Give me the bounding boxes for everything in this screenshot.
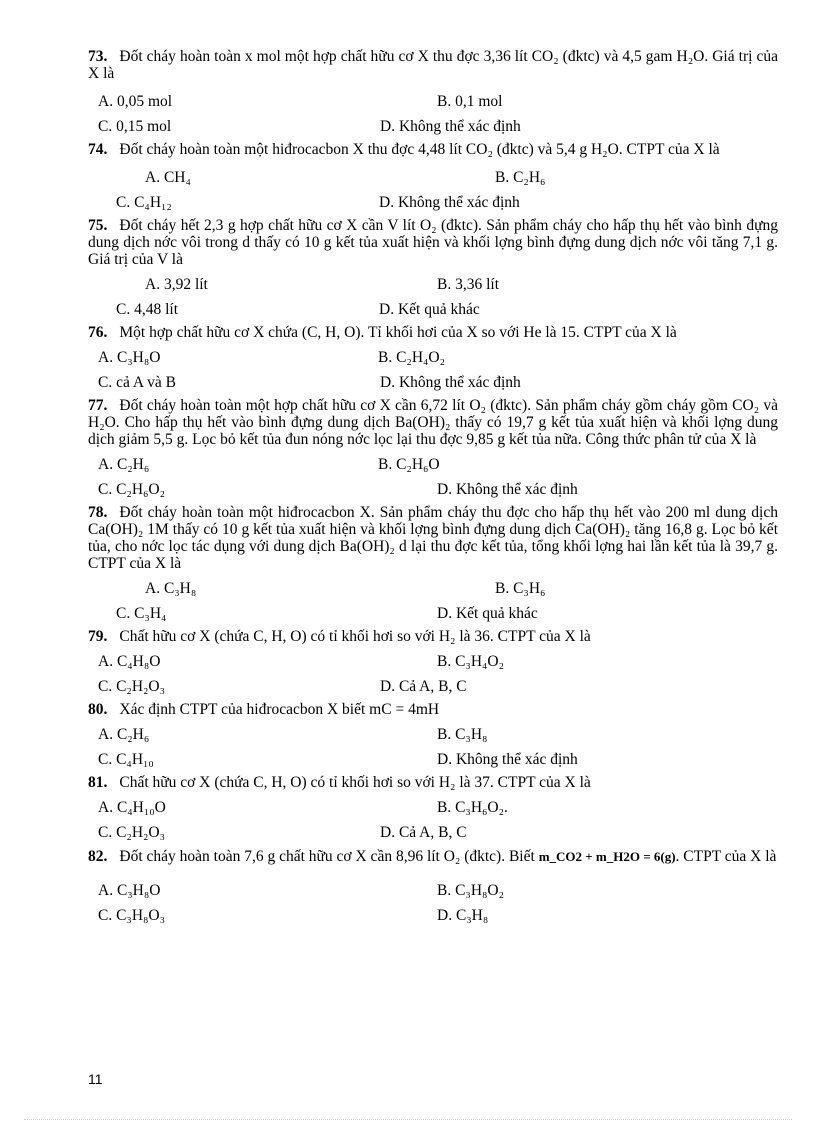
question-number: 81. bbox=[88, 774, 108, 791]
question-82 bbox=[88, 847, 778, 928]
question-74 bbox=[88, 141, 778, 215]
mass-sum-formula: m_CO2 + m_H2O = 6(g) bbox=[538, 849, 676, 864]
question-75 bbox=[88, 217, 778, 322]
option-a: A. C₃H₈ bbox=[145, 579, 197, 597]
question-stem: Đốt cháy hoàn toàn một hợp chất hữu cơ X cần 6,72 lít O₂ (đktc). Sản phẩm cháy gồm cháy gồm CO₂ và H₂O. Cho hấp thụ hết vào bình đựng dung dịch Ba(OH)₂ thấy có 19,7 g kết tủa xuất hiện và khối lợng dung dịch giảm 5,5 g. Lọc bỏ kết tủa đun nóng nớc lọc lại thu đợc 9,85 g kết tủa nữa. Công thức phân tử của X là bbox=[88, 397, 778, 448]
question-81 bbox=[88, 774, 778, 845]
question-stem: Chất hữu cơ X (chứa C, H, O) có tỉ khối hơi so với H₂ là 37. CTPT của X là bbox=[119, 774, 591, 791]
question-79 bbox=[88, 628, 778, 699]
option-d: D. Kết quả khác bbox=[379, 300, 480, 318]
option-b: B. C₂H₄O₂ bbox=[378, 348, 446, 366]
question-number: 73. bbox=[88, 48, 108, 65]
question-stem: Chất hữu cơ X (chứa C, H, O) có tỉ khối hơi so với H₂ là 36. CTPT của X là bbox=[119, 628, 591, 645]
option-d: D. Không thể xác định bbox=[379, 193, 520, 211]
question-stem: Xác định CTPT của hiđrocacbon X biết mC = 4mH bbox=[119, 701, 440, 718]
option-a: A. C₄H₈O bbox=[98, 652, 161, 670]
option-a: A. C₄H₁₀O bbox=[98, 798, 166, 816]
option-d: D. Không thể xác định bbox=[380, 373, 521, 391]
option-c: C. C₃H₄ bbox=[116, 604, 167, 622]
question-stem: Đốt cháy hoàn toàn 7,6 g chất hữu cơ X cần 8,96 lít O₂ (đktc). Biết bbox=[119, 848, 535, 865]
option-b: B. C₃H₈O₂ bbox=[437, 881, 505, 899]
option-c: C. 4,48 lít bbox=[116, 300, 179, 318]
question-number: 82. bbox=[88, 848, 108, 865]
option-d: D. C₃H₈ bbox=[437, 906, 489, 924]
question-number: 76. bbox=[88, 324, 108, 341]
question-stem: Đốt cháy hết 2,3 g hợp chất hữu cơ X cần V lít O₂ (đktc). Sản phẩm cháy cho hấp thụ hết vào bình đựng dung dịch nớc vôi trong d thấy có 10 g kết tủa xuất hiện và khối lợng bình đựng dung dịch nớc vôi tăng 7,1 g. Giá trị của V là bbox=[88, 217, 778, 268]
question-stem: Đốt cháy hoàn toàn x mol một hợp chất hữu cơ X thu đợc 3,36 lít CO₂ (đktc) và 4,5 gam H₂O. Giá trị của X là bbox=[88, 48, 778, 82]
option-b: B. C₃H₆ bbox=[495, 579, 546, 597]
option-b: B. C₃H₄O₂ bbox=[437, 652, 505, 670]
question-number: 77. bbox=[88, 397, 108, 414]
option-a: A. C₂H₆ bbox=[98, 455, 150, 473]
option-d: D. Cả A, B, C bbox=[380, 677, 467, 695]
question-73 bbox=[88, 48, 778, 139]
question-stem: Đốt cháy hoàn toàn một hiđrocacbon X thu đợc 4,48 lít CO₂ (đktc) và 5,4 g H₂O. CTPT của X là bbox=[119, 141, 720, 158]
question-78 bbox=[88, 504, 778, 626]
option-c: C. C₃H₈O₃ bbox=[98, 906, 166, 924]
option-b: B. C₃H₈ bbox=[437, 725, 488, 743]
option-c: C. C₄H₁₀ bbox=[98, 750, 154, 768]
question-76 bbox=[88, 324, 778, 395]
option-b: B. 3,36 lít bbox=[437, 275, 500, 293]
question-number: 78. bbox=[88, 504, 108, 521]
option-d: D. Không thể xác định bbox=[437, 750, 578, 768]
option-d: D. Không thể xác định bbox=[380, 117, 521, 135]
question-number: 74. bbox=[88, 141, 108, 158]
option-a: A. C₃H₈O bbox=[98, 348, 161, 366]
option-a: A. CH₄ bbox=[145, 168, 191, 186]
option-c: C. C₂H₆O₂ bbox=[98, 480, 166, 498]
option-b: B. 0,1 mol bbox=[437, 92, 503, 110]
option-b: B. C₂H₆ bbox=[495, 168, 546, 186]
question-stem: Đốt cháy hoàn toàn một hiđrocacbon X. Sản phẩm cháy thu đợc cho hấp thụ hết vào 200 ml dung dịch Ca(OH)₂ 1M thấy có 10 g kết tủa xuất hiện và khối lợng bình đựng dung dịch Ca(OH)₂ tăng 16,8 g. Lọc bỏ kết tủa, cho nớc lọc tác dụng với dung dịch Ba(OH)₂ d lại thu đợc kết tủa, tổng khối lợng hai lần kết tủa là 39,7 g. CTPT của X là bbox=[88, 504, 778, 572]
question-stem: Một hợp chất hữu cơ X chứa (C, H, O). Tỉ khối hơi của X so với He là 15. CTPT của X là bbox=[119, 324, 677, 341]
option-b: B. C₂H₆O bbox=[378, 455, 440, 473]
option-c: C. 0,15 mol bbox=[98, 117, 172, 135]
question-77 bbox=[88, 397, 778, 502]
option-c: C. C₂H₂O₃ bbox=[98, 677, 166, 695]
option-d: D. Cả A, B, C bbox=[380, 823, 467, 841]
option-a: A. 3,92 lít bbox=[145, 275, 208, 293]
page-number: 11 bbox=[88, 1071, 103, 1087]
option-d: D. Không thể xác định bbox=[437, 480, 578, 498]
question-number: 79. bbox=[88, 628, 108, 645]
footer-divider bbox=[24, 1119, 792, 1120]
worksheet-page bbox=[88, 46, 778, 928]
question-stem-tail: . CTPT của X là bbox=[675, 848, 777, 865]
option-c: C. cả A và B bbox=[98, 373, 176, 391]
option-c: C. C₂H₂O₃ bbox=[98, 823, 166, 841]
option-b: B. C₃H₆O₂. bbox=[437, 798, 508, 816]
option-c: C. C₄H₁₂ bbox=[116, 193, 172, 211]
option-a: A. C₃H₈O bbox=[98, 881, 161, 899]
option-a: A. C₂H₆ bbox=[98, 725, 150, 743]
option-d: D. Kết quả khác bbox=[437, 604, 538, 622]
option-a: A. 0,05 mol bbox=[98, 92, 173, 110]
question-number: 75. bbox=[88, 217, 108, 234]
question-number: 80. bbox=[88, 701, 108, 718]
question-80 bbox=[88, 701, 778, 772]
